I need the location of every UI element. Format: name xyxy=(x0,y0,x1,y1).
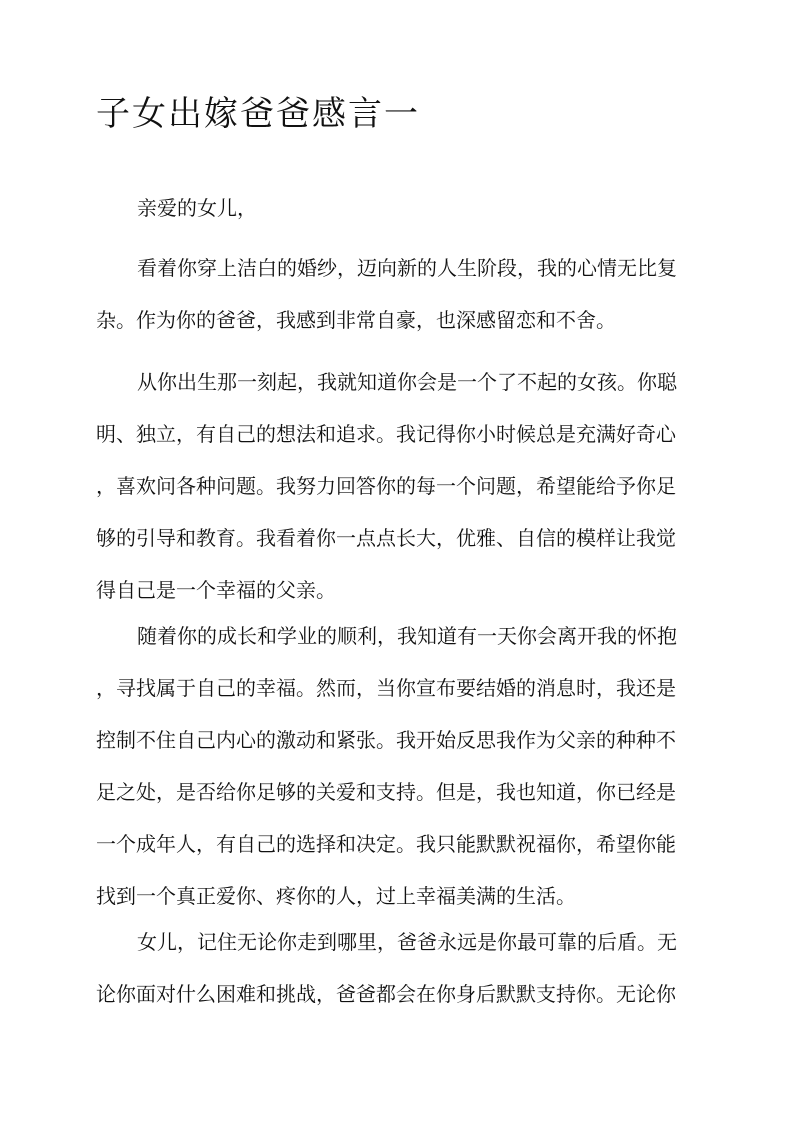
salutation xyxy=(96,182,716,234)
paragraph-line: 女儿，记住无论你走到哪里，爸爸永远是你最可靠的后盾。无 xyxy=(137,930,677,954)
paragraph-line: ，喜欢问各种问题。我努力回答你的每一个问题，希望能给予你足 xyxy=(96,474,676,498)
paragraph-line: 看着你穿上洁白的婚纱，迈向新的人生阶段，我的心情无比复 xyxy=(137,256,677,280)
paragraph-1 xyxy=(96,242,716,346)
paragraph-line: 明、独立，有自己的想法和追求。我记得你小时候总是充满好奇心 xyxy=(96,422,676,446)
paragraph-2 xyxy=(96,356,716,616)
paragraph-line: 随着你的成长和学业的顺利，我知道有一天你会离开我的怀抱 xyxy=(137,624,677,648)
paragraph-line: 杂。作为你的爸爸，我感到非常自豪，也深感留恋和不舍。 xyxy=(96,308,616,332)
paragraph-line: 控制不住自己内心的激动和紧张。我开始反思我作为父亲的种种不 xyxy=(96,728,676,752)
paragraph-line: 够的引导和教育。我看着你一点点长大，优雅、自信的模样让我觉 xyxy=(96,526,676,550)
paragraph-line: 得自己是一个幸福的父亲。 xyxy=(96,578,336,602)
paragraph-line: ，寻找属于自己的幸福。然而，当你宣布要结婚的消息时，我还是 xyxy=(96,676,676,700)
paragraph-4 xyxy=(96,916,716,1020)
document-title: 子女出嫁爸爸感言一 xyxy=(96,94,420,134)
paragraph-line: 一个成年人，有自己的选择和决定。我只能默默祝福你，希望你能 xyxy=(96,832,676,856)
paragraph-3 xyxy=(96,610,716,922)
paragraph-line: 从你出生那一刻起，我就知道你会是一个了不起的女孩。你聪 xyxy=(137,370,677,394)
paragraph-line: 论你面对什么困难和挑战，爸爸都会在你身后默默支持你。无论你 xyxy=(96,982,676,1006)
paragraph-line: 足之处，是否给你足够的关爱和支持。但是，我也知道，你已经是 xyxy=(96,780,676,804)
salutation-text: 亲爱的女儿， xyxy=(137,196,257,220)
paragraph-line: 找到一个真正爱你、疼你的人，过上幸福美满的生活。 xyxy=(96,884,576,908)
